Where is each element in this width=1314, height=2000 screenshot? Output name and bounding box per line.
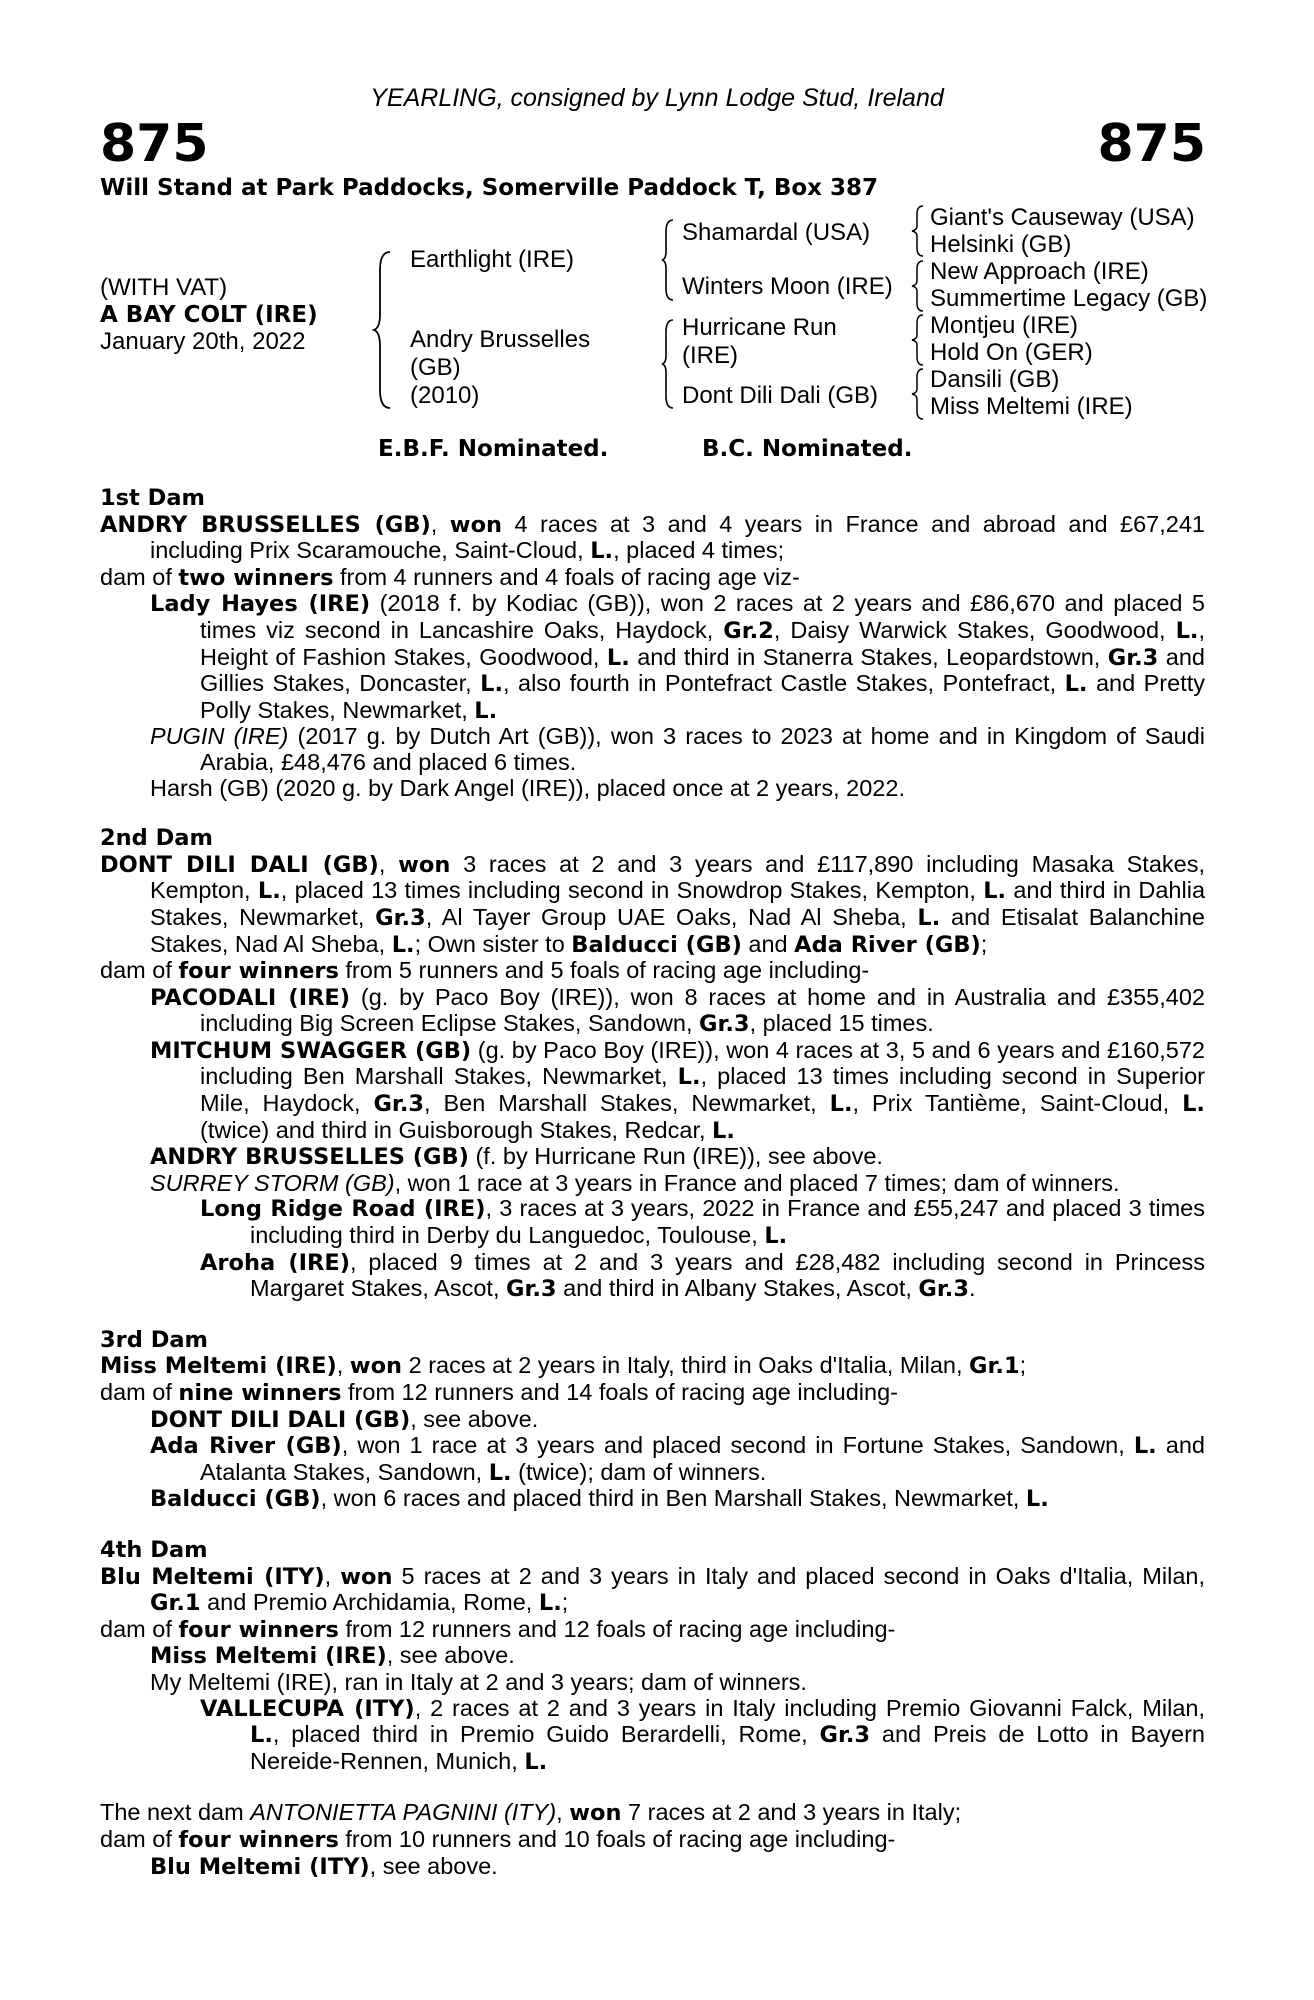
- dam-entry: DONT DILI DALI (GB), won 3 races at 2 and 3 years and £117,890 including Masaka Stakes, Kempton, L., placed 13 times including second in Snowdrop Stakes, Kempton, L. and third in Dahlia Stakes, Newmarket, Gr.3, Al Tayer Group UAE Oaks, Nad Al Sheba, L. and Etisalat Balanchine Stakes, Nad Al Sheba, L.; Own sister to Balducci (GB) and Ada River (GB);: [100, 850, 1206, 958]
- lot-number-left: 875: [100, 114, 209, 174]
- sire-sire-sire: Giant's Causeway (USA): [930, 204, 1195, 231]
- brace-main: [372, 250, 394, 410]
- sire-dam-sire: New Approach (IRE): [930, 258, 1149, 285]
- produce-entry: Harsh (GB) (2020 g. by Dark Angel (IRE)), placed once at 2 years, 2022.: [150, 774, 905, 801]
- produce-entry: PACODALI (IRE) (g. by Paco Boy (IRE)), won 8 races at home and in Australia and £355,402 including Big Screen Eclipse Stakes, Sandown, Gr.3, placed 15 times.: [150, 983, 1205, 1038]
- produce-entry: VALLECUPA (ITY), 2 races at 2 and 3 years in Italy including Premio Giovanni Falck, Milan, L., placed third in Premio Guido Berardelli, Rome, Gr.3 and Preis de Lotto in Bayern Nereide-Rennen, Munich, L.: [200, 1694, 1205, 1775]
- produce-entry: Long Ridge Road (IRE), 3 races at 3 years, 2022 in France and £55,247 and placed 3 times including third in Derby du Languedoc, Toulouse, L.: [200, 1195, 1206, 1250]
- produce-entry: Blu Meltemi (ITY), see above.: [150, 1852, 498, 1880]
- brace-sd: [910, 259, 926, 313]
- section-1st-dam: [100, 486, 1205, 801]
- dam-entry: The next dam ANTONIETTA PAGNINI (ITY), won 7 races at 2 and 3 years in Italy;: [100, 1799, 962, 1827]
- sire-dam: Winters Moon (IRE): [682, 273, 893, 300]
- foaling-date: January 20th, 2022: [100, 328, 306, 355]
- sire: Earthlight (IRE): [410, 246, 575, 273]
- section-3rd-dam: [100, 1328, 1205, 1513]
- dam-dam-dam: Miss Meltemi (IRE): [930, 393, 1133, 420]
- section-4th-dam: [100, 1538, 1205, 1775]
- produce-entry: Balducci (GB), won 6 races and placed third in Ben Marshall Stakes, Newmarket, L.: [150, 1485, 1049, 1513]
- section-heading: 4th Dam: [100, 1536, 208, 1563]
- section-heading: 2nd Dam: [100, 825, 213, 852]
- dam-produce-summary: dam of two winners from 4 runners and 4 foals of racing age viz-: [100, 563, 800, 591]
- dam-produce-summary: dam of four winners from 5 runners and 5 foals of racing age including-: [100, 957, 870, 985]
- dam-produce-summary: dam of nine winners from 12 runners and 14 foals of racing age including-: [100, 1379, 898, 1406]
- sire-dam-dam: Summertime Legacy (GB): [930, 285, 1208, 312]
- produce-entry: MITCHUM SWAGGER (GB) (g. by Paco Boy (IRE)), won 4 races at 3, 5 and 6 years and £160,572 including Ben Marshall Stakes, Newmarket, L., placed 13 times including second in Superior Mile, Haydock, Gr.3, Ben Marshall Stakes, Newmarket, L., Prix Tantième, Saint-Cloud, L. (twice) and third in Guisborough Stakes, Redcar, L.: [150, 1036, 1205, 1144]
- dam-entry: Miss Meltemi (IRE), won 2 races at 2 years in Italy, third in Oaks d'Italia, Milan, Gr.1;: [100, 1352, 1027, 1380]
- dam-sire-dam: Hold On (GER): [930, 339, 1093, 366]
- produce-entry: ANDRY BRUSSELLES (GB) (f. by Hurricane Run (IRE)), see above.: [150, 1143, 883, 1171]
- bc-nominated: B.C. Nominated.: [702, 436, 913, 462]
- brace-sire: [660, 218, 676, 302]
- sire-sire-dam: Helsinki (GB): [930, 231, 1072, 258]
- section-heading: 1st Dam: [100, 485, 205, 511]
- produce-entry: Ada River (GB), won 1 race at 3 years and placed second in Fortune Stakes, Sandown, L. and Atalanta Stakes, Sandown, L. (twice); dam of winners.: [150, 1432, 1205, 1486]
- produce-entry: Lady Hayes (IRE) (2018 f. by Kodiac (GB)), won 2 races at 2 years and £86,670 and placed 5 times viz second in Lancashire Oaks, Haydock, Gr.2, Daisy Warwick Stakes, Goodwood, L., Height of Fashion Stakes, Goodwood, L. and third in Stanerra Stakes, Leopardstown, Gr.3 and Gillies Stakes, Doncaster, L., also fourth in Pontefract Castle Stakes, Pontefract, L. and Pretty Polly Stakes, Newmarket, L.: [150, 590, 1206, 724]
- dam-sire-line1: Hurricane Run: [682, 314, 837, 341]
- produce-entry: SURREY STORM (GB), won 1 race at 3 years in France and placed 7 times; dam of winners.: [150, 1169, 1120, 1196]
- sire-sire: Shamardal (USA): [682, 219, 871, 246]
- horse-name: A BAY COLT (IRE): [100, 302, 318, 328]
- lot-number-right: 875: [1097, 114, 1206, 174]
- dam-dam: Dont Dili Dali (GB): [682, 382, 879, 409]
- stand-location: Will Stand at Park Paddocks, Somerville Paddock T, Box 387: [100, 175, 879, 201]
- section-2nd-dam: [100, 826, 1205, 1303]
- vat-note: (WITH VAT): [100, 274, 228, 301]
- dam-produce-summary: dam of four winners from 10 runners and 10 foals of racing age including-: [100, 1825, 896, 1853]
- dam-dam-sire: Dansili (GB): [930, 366, 1060, 393]
- consignor-line: YEARLING, consigned by Lynn Lodge Stud, Ireland: [370, 84, 944, 112]
- brace-ds: [910, 313, 926, 367]
- produce-entry: Aroha (IRE), placed 9 times at 2 and 3 years and £28,482 including second in Princess Margaret Stakes, Ascot, Gr.3 and third in Albany Stakes, Ascot, Gr.3.: [200, 1248, 1205, 1303]
- dam-line1: Andry Brusselles: [410, 326, 591, 353]
- dam-entry: ANDRY BRUSSELLES (GB), won 4 races at 3 and 4 years in France and abroad and £67,241 including Prix Scaramouche, Saint-Cloud, L., placed 4 times;: [100, 510, 1205, 565]
- dam-entry: Blu Meltemi (ITY), won 5 races at 2 and 3 years in Italy and placed second in Oaks d'Italia, Milan, Gr.1 and Premio Archidamia, Rome, L.;: [100, 1562, 1205, 1617]
- produce-entry: My Meltemi (IRE), ran in Italy at 2 and 3 years; dam of winners.: [150, 1668, 807, 1695]
- dam-line2: (GB): [410, 354, 461, 381]
- dam-line3: (2010): [410, 382, 480, 409]
- brace-ss: [910, 204, 926, 258]
- ebf-nominated: E.B.F. Nominated.: [378, 436, 609, 462]
- dam-sire-sire: Montjeu (IRE): [930, 312, 1079, 339]
- catalogue-body: [100, 486, 1205, 1880]
- produce-entry: PUGIN (IRE) (2017 g. by Dutch Art (GB)), won 3 races to 2023 at home and in Kingdom of Saudi Arabia, £48,476 and placed 6 times.: [150, 723, 1205, 775]
- dam-sire-line2: (IRE): [682, 342, 738, 369]
- brace-dam: [660, 318, 676, 410]
- section-next-dam: [100, 1800, 1205, 1880]
- dam-produce-summary: dam of four winners from 12 runners and 12 foals of racing age including-: [100, 1615, 896, 1643]
- produce-entry: Miss Meltemi (IRE), see above.: [150, 1642, 515, 1670]
- brace-dd: [910, 367, 926, 421]
- produce-entry: DONT DILI DALI (GB), see above.: [150, 1405, 539, 1433]
- section-heading: 3rd Dam: [100, 1326, 208, 1353]
